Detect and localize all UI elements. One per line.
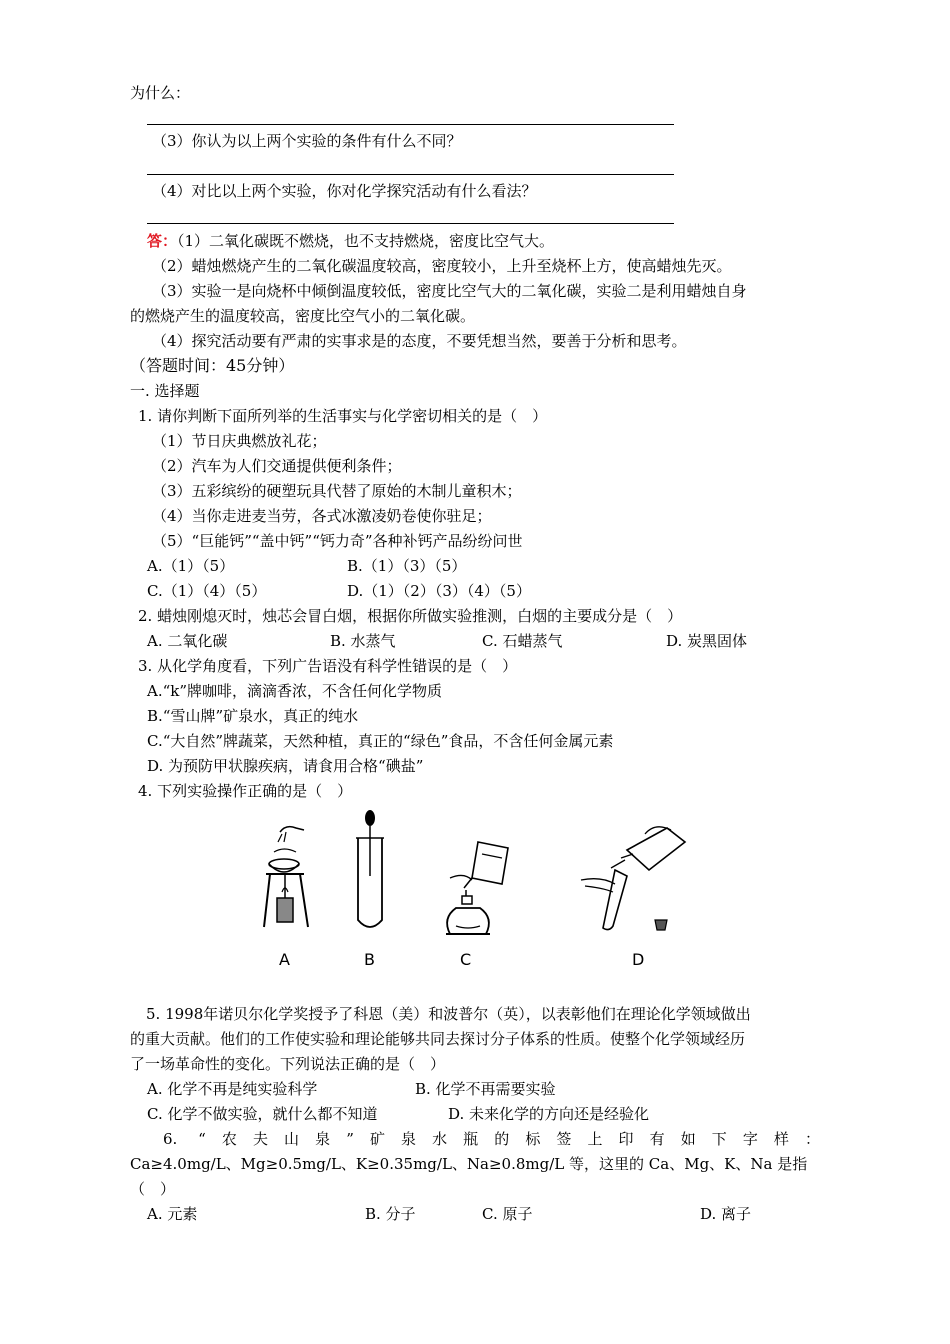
q6-option-c: C. 原子 [482, 1205, 533, 1223]
q1-option-d: D.（1）（2）（3）（4）（5） [347, 582, 531, 600]
answer-blank-line [147, 223, 674, 224]
q5-line-1: 5. 1998年诺贝尔化学奖授予了科恩（美）和波普尔（英），以表彰他们在理论化学领域做出 [146, 1005, 751, 1023]
q6-line-3: （ ） [130, 1180, 176, 1198]
q1-item: （2）汽车为人们交通提供便利条件； [152, 457, 402, 475]
answer-label: 答： [147, 232, 178, 250]
q1-item: （3）五彩缤纷的硬塑玩具代替了原始的木制儿童积木； [152, 482, 522, 500]
q6-option-d: D. 离子 [700, 1205, 752, 1223]
q1-stem: 1. 请你判断下面所列举的生活事实与化学密切相关的是（ ） [138, 407, 548, 425]
q5-option-d: D. 未来化学的方向还是经验化 [448, 1105, 650, 1123]
figure-d-pouring-into-test-tube [575, 820, 695, 935]
figure-b-dropper-in-test-tube [352, 808, 388, 936]
q1-item: （5）“巨能钙”“盖中钙”“钙力奇”各种补钙产品纷纷问世 [152, 532, 523, 550]
q5-option-b: B. 化学不再需要实验 [415, 1080, 556, 1098]
q6-option-b: B. 分子 [365, 1205, 416, 1223]
answer-blank-line [147, 124, 674, 125]
q3-option-b: B.“雪山牌”矿泉水，真正的纯水 [147, 707, 359, 725]
question-3-text: （3）你认为以上两个实验的条件有什么不同？ [152, 132, 462, 150]
q3-option-c: C.“大自然”牌蔬菜，天然种植，真正的“绿色”食品，不含任何金属元素 [147, 732, 614, 750]
q2-option-b: B. 水蒸气 [330, 632, 396, 650]
q6-line-2: Ca≥4.0mg/L、Mg≥0.5mg/L、K≥0.35mg/L、Na≥0.8mg/L 等，这里的 Ca、Mg、K、Na 是指 [130, 1155, 808, 1173]
q2-option-d: D. 炭黑固体 [666, 632, 748, 650]
q1-item: （1）节日庆典燃放礼花； [152, 432, 327, 450]
q5-line-2: 的重大贡献。他们的工作使实验和理论能够共同去探讨分子体系的性质。使整个化学领域经历 [130, 1030, 746, 1048]
q5-option-a: A. 化学不再是纯实验科学 [147, 1080, 318, 1098]
answer-1: （1）二氧化碳既不燃烧，也不支持燃烧，密度比空气大。 [177, 232, 555, 250]
answer-2: （2）蜡烛燃烧产生的二氧化碳温度较高，密度较小，上升至烧杯上方，使高蜡烛先灭。 [152, 257, 732, 275]
q1-item: （4）当你走进麦当劳，各式冰激凌奶卷使你驻足； [152, 507, 492, 525]
q6-line-1: 6. “农夫山泉”矿泉水瓶的标签上印有如下字样： [163, 1130, 820, 1148]
figure-c-filling-alcohol-lamp [436, 838, 516, 938]
answer-blank-line [147, 174, 674, 175]
q6-option-a: A. 元素 [147, 1205, 198, 1223]
q2-option-c: C. 石蜡蒸气 [482, 632, 563, 650]
q5-option-c: C. 化学不做实验，就什么都不知道 [147, 1105, 378, 1123]
q1-option-a: A.（1）（5） [147, 557, 235, 575]
question-4-text: （4）对比以上两个实验，你对化学探究活动有什么看法？ [152, 182, 537, 200]
why-label: 为什么： [130, 84, 191, 102]
answer-line-1 [147, 230, 554, 252]
figure-label-a: A [279, 950, 290, 969]
q3-stem: 3. 从化学角度看，下列广告语没有科学性错误的是（ ） [138, 657, 518, 675]
answer-3-line-2: 的燃烧产生的温度较高，密度比空气小的二氧化碳。 [130, 307, 476, 325]
figure-a-evaporation-apparatus [258, 822, 318, 934]
q5-line-3: 了一场革命性的变化。下列说法正确的是（ ） [130, 1055, 446, 1073]
q4-stem: 4. 下列实验操作正确的是（ ） [138, 782, 353, 800]
q2-option-a: A. 二氧化碳 [147, 632, 228, 650]
answer-3-line-1: （3）实验一是向烧杯中倾倒温度较低，密度比空气大的二氧化碳，实验二是利用蜡烛自身 [152, 282, 747, 300]
figure-label-d: D [632, 950, 645, 969]
figure-label-c: C [460, 950, 472, 969]
figure-label-b: B [364, 950, 375, 969]
q1-option-c: C.（1）（4）（5） [147, 582, 267, 600]
q2-stem: 2. 蜡烛刚熄灭时，烛芯会冒白烟，根据你所做实验推测，白烟的主要成分是（ ） [138, 607, 683, 625]
section-title: 一. 选择题 [130, 382, 200, 400]
q3-option-a: A.“k”牌咖啡，滴滴香浓，不含任何化学物质 [147, 682, 443, 700]
answer-4: （4）探究活动要有严肃的实事求是的态度，不要凭想当然，要善于分析和思考。 [152, 332, 687, 350]
q1-option-b: B.（1）（3）（5） [347, 557, 467, 575]
time-note: （答题时间：45分钟） [130, 356, 295, 375]
q3-option-d: D. 为预防甲状腺疾病，请食用合格“碘盐” [147, 757, 424, 775]
